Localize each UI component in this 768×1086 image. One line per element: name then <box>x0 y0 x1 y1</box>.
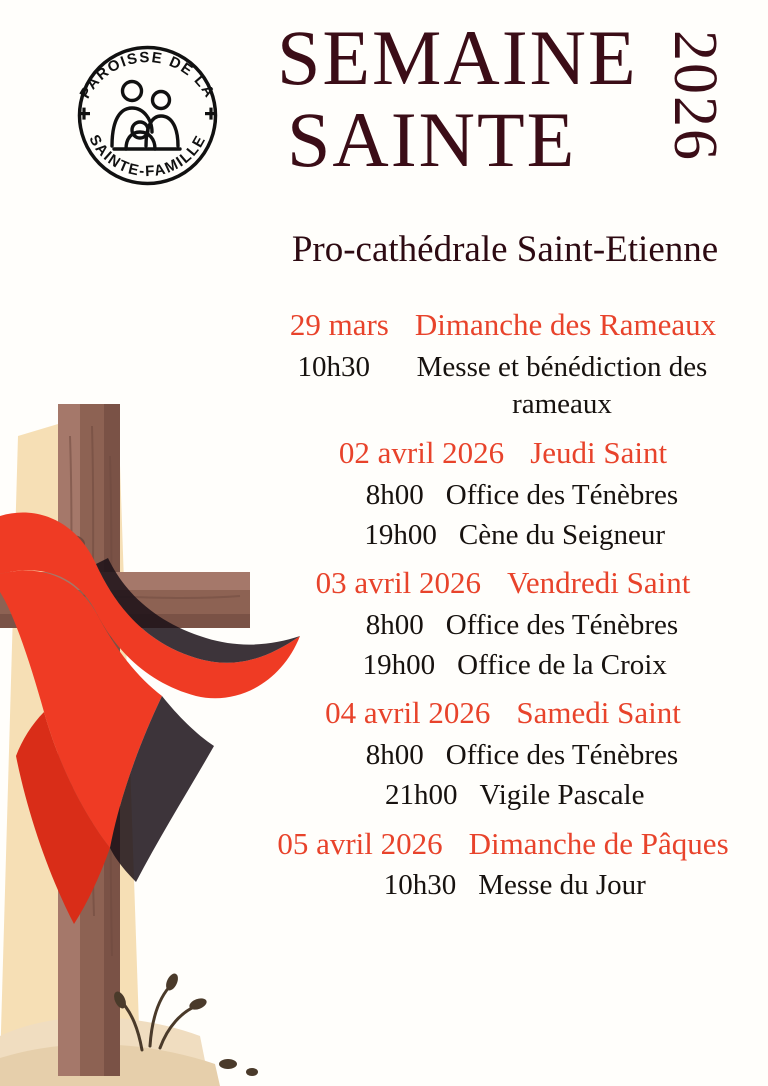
day-name: Samedi Saint <box>516 695 681 731</box>
event-row <box>248 867 758 905</box>
day-date: 05 avril 2026 <box>277 825 443 861</box>
event-time: 19h00 <box>364 518 437 551</box>
svg-text:PAROISSE DE LA: PAROISSE DE LA <box>76 48 219 102</box>
event-time: 10h30 <box>297 350 370 383</box>
svg-text:SAINTE-FAMILLE: SAINTE-FAMILLE <box>85 132 210 181</box>
title-line-2: SAINTE <box>287 96 577 184</box>
event-time: 8h00 <box>365 739 424 772</box>
subtitle: Pro-cathédrale Saint-Etienne <box>291 229 719 270</box>
event-label: Cène du Seigneur <box>458 518 666 551</box>
day-date: 02 avril 2026 <box>338 435 505 471</box>
event-time: 8h00 <box>365 478 424 511</box>
day-name: Vendredi Saint <box>506 565 691 601</box>
event-row <box>248 349 758 424</box>
event-time: 19h00 <box>362 648 436 681</box>
event-label: Vigile Pascale <box>479 778 645 811</box>
event-label: Office des Ténèbres <box>445 478 679 511</box>
day-name: Dimanche de Pâques <box>468 825 729 861</box>
event-row <box>248 607 758 645</box>
day-header <box>248 434 758 473</box>
event-label: Office de la Croix <box>457 648 667 681</box>
event-row <box>248 737 758 775</box>
day-name: Jeudi Saint <box>530 435 668 471</box>
day-date: 04 avril 2026 <box>325 695 491 731</box>
schedule-list <box>248 296 758 907</box>
event-label: Office des Ténèbres <box>445 739 679 772</box>
event-row <box>248 477 758 515</box>
event-time: 10h30 <box>383 869 457 902</box>
day-date: 29 mars <box>289 307 389 342</box>
event-label: Messe et bénédiction des rameaux <box>416 350 708 421</box>
parish-logo <box>60 28 235 203</box>
event-label: Office des Ténèbres <box>445 609 679 641</box>
day-header <box>248 825 758 864</box>
day-header <box>248 306 758 345</box>
day-name: Dimanche des Rameaux <box>414 307 717 342</box>
event-row <box>248 647 758 685</box>
day-header <box>248 694 758 733</box>
year-label: 2026 <box>661 30 729 162</box>
day-header <box>248 564 758 603</box>
day-date: 03 avril 2026 <box>315 565 481 601</box>
event-time: 21h00 <box>385 778 458 811</box>
event-time: 8h00 <box>365 609 424 641</box>
event-row <box>248 517 758 555</box>
event-row <box>248 777 758 815</box>
title-line-1: SEMAINE <box>277 14 638 101</box>
event-label: Messe du Jour <box>478 869 646 902</box>
